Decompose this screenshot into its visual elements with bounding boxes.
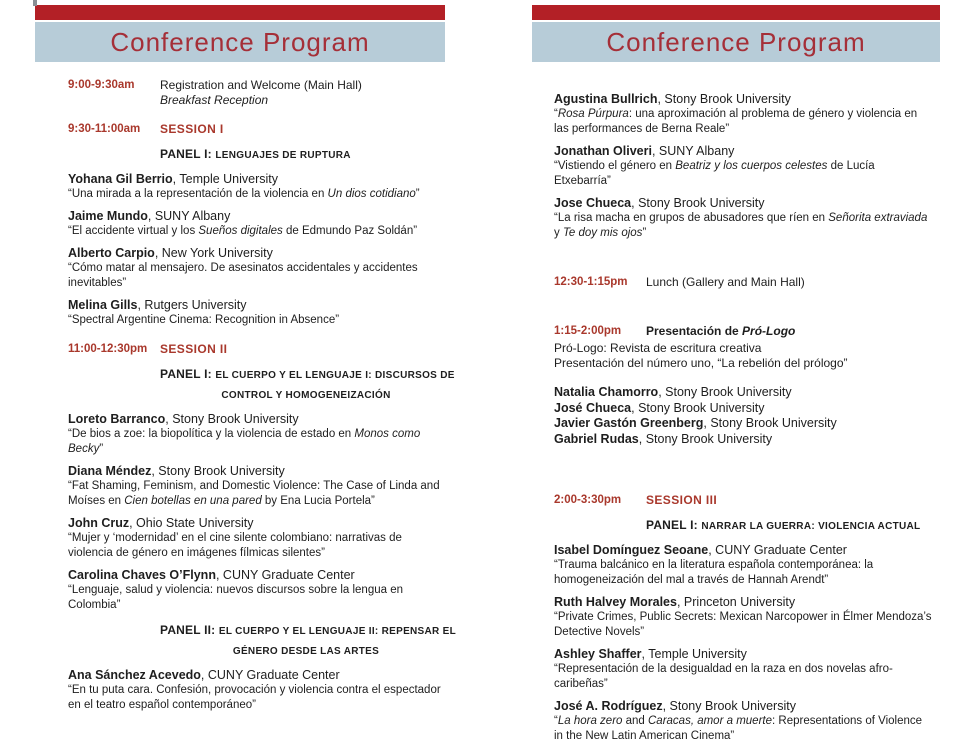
presenter-name: José Chueca xyxy=(554,400,632,415)
text-segment: and xyxy=(622,715,648,727)
speaker-line xyxy=(554,595,933,610)
panel-heading xyxy=(646,516,938,536)
text-segment: Señorita extraviada xyxy=(828,212,928,224)
speaker-affiliation: , New York University xyxy=(154,246,273,260)
talk-title xyxy=(554,159,933,189)
schedule-row xyxy=(68,78,447,108)
speaker-line xyxy=(68,298,447,313)
time-label: 2:00-3:30pm xyxy=(554,494,622,506)
speaker-line xyxy=(68,568,447,583)
schedule-row xyxy=(554,275,933,290)
text-segment: “Vistiendo el género en xyxy=(554,160,676,172)
event-text xyxy=(160,78,447,93)
text-segment: La hora zero xyxy=(557,715,623,727)
event-details xyxy=(646,275,933,290)
text-segment: Pró-Logo xyxy=(742,324,796,338)
program-page-1 xyxy=(0,0,489,711)
speaker-line xyxy=(68,209,447,224)
panel-heading-line xyxy=(160,385,452,405)
header-band xyxy=(532,22,940,62)
panel-title: NARRAR LA GUERRA: VIOLENCIA ACTUAL xyxy=(701,521,921,532)
speaker-affiliation: , Temple University xyxy=(641,647,747,661)
speaker-affiliation: , Temple University xyxy=(172,172,279,186)
speaker-affiliation: , CUNY Graduate Center xyxy=(708,543,847,557)
speaker-affiliation: , Ohio State University xyxy=(129,516,254,530)
speaker-name: Agustina Bullrich xyxy=(554,92,658,106)
time-label: 9:30-11:00am xyxy=(68,123,141,135)
text-segment: “Cómo matar al mensajero. De asesinatos accidentales y accidentes inevitables” xyxy=(68,262,418,289)
panel-heading xyxy=(160,145,452,165)
text-segment: “Trauma balcánico en la literatura española contemporánea: la homogeneización del mal a través de Hannah Arendt” xyxy=(554,559,874,586)
note-line xyxy=(554,341,933,356)
talk-title xyxy=(554,662,933,692)
talk-title xyxy=(68,187,447,202)
text-segment: Registration and Welcome (Main Hall) xyxy=(160,78,362,92)
speaker-name: Ashley Shaffer xyxy=(554,647,642,661)
presenter-affiliation: , Stony Brook University xyxy=(638,431,773,446)
panel-label: PANEL II: xyxy=(160,623,219,637)
presenter-name: Javier Gastón Greenberg xyxy=(554,416,704,430)
text-segment: Caracas, amor a muerte xyxy=(648,715,772,727)
text-segment: Presentación de xyxy=(646,324,743,338)
talk-title xyxy=(68,683,447,713)
talk-title xyxy=(68,261,447,291)
presenter-affiliation: , Stony Brook University xyxy=(631,400,765,415)
panel-label: PANEL I: xyxy=(160,147,216,161)
speaker-line xyxy=(68,246,447,261)
speaker-affiliation: , CUNY Graduate Center xyxy=(200,668,340,682)
text-segment: Te doy mis ojos xyxy=(562,227,643,239)
panel-heading xyxy=(160,365,455,405)
event-text xyxy=(160,93,447,108)
speaker-affiliation: , Rutgers University xyxy=(137,298,247,312)
header-band xyxy=(35,22,445,62)
text-segment: Monos como Becky xyxy=(68,428,421,455)
speaker-line xyxy=(68,172,447,187)
text-segment: Sueños digitales xyxy=(198,225,283,237)
panel-heading-line xyxy=(160,145,452,165)
session-row xyxy=(68,122,447,137)
speaker-line xyxy=(68,412,447,427)
speaker-name: Jaime Mundo xyxy=(68,209,148,223)
panel-heading-line xyxy=(160,621,457,641)
presenter-line xyxy=(554,401,933,417)
speaker-entry xyxy=(68,246,447,291)
text-segment: Beatriz y los cuerpos celestes xyxy=(675,160,828,172)
speaker-entry xyxy=(68,516,447,561)
session-label: SESSION II xyxy=(160,342,228,356)
talk-title xyxy=(68,479,447,509)
time-label: 1:15-2:00pm xyxy=(554,325,622,337)
session-label: SESSION III xyxy=(646,493,718,507)
speaker-entry xyxy=(68,568,447,613)
spacer xyxy=(554,241,933,257)
speaker-entry xyxy=(68,298,447,328)
spacer xyxy=(554,290,933,306)
speaker-entry xyxy=(68,412,447,457)
text-segment: “Representación de la desigualdad en la raza en dos novelas afro-caribeñas” xyxy=(554,663,893,690)
session-label: SESSION I xyxy=(160,122,224,136)
speaker-affiliation: , SUNY Albany xyxy=(147,209,231,223)
event-details xyxy=(646,324,933,339)
speaker-name: Alberto Carpio xyxy=(68,246,155,260)
presenter-line xyxy=(554,385,933,401)
corner-mark xyxy=(33,0,37,6)
page-title: Conference Program xyxy=(110,27,370,57)
top-red-bar xyxy=(532,5,940,20)
speaker-line xyxy=(68,464,447,479)
presenters-list xyxy=(554,385,933,447)
speaker-name: Carolina Chaves O’Flynn xyxy=(68,568,216,582)
speaker-affiliation: , Stony Brook University xyxy=(662,699,796,713)
talk-title xyxy=(554,714,933,744)
speaker-name: Jose Chueca xyxy=(554,196,632,210)
speaker-entry xyxy=(68,172,447,202)
panel-heading-line xyxy=(646,516,938,536)
speaker-affiliation: , Stony Brook University xyxy=(165,412,299,426)
presenter-line xyxy=(554,416,933,432)
top-red-bar xyxy=(35,5,445,20)
text-segment: “Mujer y ‘modernidad’ en el cine silente colombiano: narrativas de violencia de género en imágenes fílmicas silentes” xyxy=(68,532,402,559)
event-details xyxy=(160,78,447,108)
text-segment: “La risa macha en grupos de abusadores que ríen en xyxy=(554,212,829,224)
spacer xyxy=(554,463,933,479)
text-segment: de Edmundo Paz Soldán” xyxy=(282,225,418,237)
speaker-entry xyxy=(554,144,933,189)
speaker-entry xyxy=(68,464,447,509)
text-segment: “Fat Shaming, Feminism, and Domestic Violence: The Case of Linda and Moíses en xyxy=(68,480,440,507)
session-cell xyxy=(160,342,447,357)
text-segment: “ xyxy=(554,715,558,727)
speaker-entry xyxy=(554,595,933,640)
speaker-line xyxy=(68,668,447,683)
text-segment: Cien botellas en una pared xyxy=(124,495,262,507)
speaker-affiliation: , Stony Brook University xyxy=(631,196,765,210)
panel-title: CONTROL Y HOMOGENEIZACIÓN xyxy=(221,390,391,401)
speaker-entry xyxy=(554,543,933,588)
speaker-name: Ruth Halvey Morales xyxy=(554,595,677,609)
talk-title xyxy=(68,531,447,561)
text-segment: ” xyxy=(99,443,104,455)
presenter-name: Natalia Chamorro xyxy=(554,385,659,399)
panel-title: EL CUERPO Y EL LENGUAJE I: DISCURSOS DE xyxy=(215,370,455,381)
note-line xyxy=(554,356,933,371)
schedule-blocks xyxy=(68,78,457,713)
speaker-entry xyxy=(554,92,933,137)
speaker-name: John Cruz xyxy=(68,516,130,530)
text-segment: ” xyxy=(642,227,647,239)
speaker-line xyxy=(554,543,933,558)
text-segment: Breakfast Reception xyxy=(160,93,269,107)
schedule-row xyxy=(554,324,933,339)
speaker-name: Diana Méndez xyxy=(68,464,152,478)
panel-title: GÉNERO DESDE LAS ARTES xyxy=(232,646,380,657)
talk-title xyxy=(68,224,447,239)
speaker-entry xyxy=(68,209,447,239)
text-segment: ” xyxy=(415,188,420,200)
text-segment: : una aproximación al problema de género y violencia en las performances de Berna Reale” xyxy=(554,108,918,135)
text-segment: by Ena Lucia Portela” xyxy=(261,495,375,507)
presenter-name: Gabriel Rudas xyxy=(554,431,639,446)
note-text xyxy=(554,341,933,371)
text-segment: “Lenguaje, salud y violencia: nuevos discursos sobre la lengua en Colombia” xyxy=(68,584,403,611)
text-segment: “De bios a zoe: la biopolítica y la violencia de estado en xyxy=(68,428,355,440)
session-row xyxy=(68,342,447,357)
time-label: 9:00-9:30am xyxy=(68,79,135,91)
spacer xyxy=(554,447,933,463)
page-title: Conference Program xyxy=(606,27,866,57)
speaker-line xyxy=(554,92,933,107)
text-segment: “ xyxy=(554,108,558,120)
panel-heading-line xyxy=(160,365,455,385)
speaker-line xyxy=(68,516,447,531)
text-segment: de Lucía Etxebarría” xyxy=(554,160,875,187)
talk-title xyxy=(68,583,447,613)
speaker-name: Jonathan Oliveri xyxy=(554,144,652,158)
text-segment: “Una mirada a la representación de la violencia en xyxy=(68,188,328,200)
panel-title: EL CUERPO Y EL LENGUAJE II: REPENSAR EL xyxy=(218,626,457,637)
session-cell xyxy=(646,493,933,508)
speaker-affiliation: , SUNY Albany xyxy=(651,144,735,158)
time-label: 11:00-12:30pm xyxy=(68,343,148,355)
presenter-affiliation: , Stony Brook University xyxy=(658,385,792,399)
talk-title xyxy=(554,211,933,241)
event-text xyxy=(646,275,933,290)
speaker-entry xyxy=(68,668,447,713)
speaker-affiliation: , Stony Brook University xyxy=(151,464,285,478)
speaker-line xyxy=(554,647,933,662)
text-segment: “Spectral Argentine Cinema: Recognition in Absence” xyxy=(68,314,340,326)
speaker-affiliation: , CUNY Graduate Center xyxy=(215,568,355,582)
program-page-2 xyxy=(489,0,978,742)
speaker-line xyxy=(554,699,933,714)
panel-title: LENGUAJES DE RUPTURA xyxy=(215,150,351,161)
text-segment: “El accidente virtual y los xyxy=(68,225,199,237)
speaker-line xyxy=(554,196,933,211)
text-segment: Presentación del número uno, “La rebelión del prólogo” xyxy=(554,356,848,370)
text-segment: Un dios cotidiano xyxy=(327,188,416,200)
text-segment: y xyxy=(554,227,563,239)
speaker-affiliation: , Princeton University xyxy=(676,595,796,609)
speaker-name: Loreto Barranco xyxy=(68,412,166,426)
speaker-name: José A. Rodríguez xyxy=(554,699,663,713)
talk-title xyxy=(554,558,933,588)
talk-title xyxy=(68,313,447,328)
talk-title xyxy=(554,610,933,640)
text-segment: : Representations of Violence in the New Latin American Cinema” xyxy=(554,715,923,742)
speaker-name: Ana Sánchez Acevedo xyxy=(68,668,201,682)
event-text xyxy=(646,324,933,339)
talk-title xyxy=(554,107,933,137)
schedule-content xyxy=(489,62,936,744)
speaker-name: Isabel Domínguez Seoane xyxy=(554,543,709,557)
session-cell xyxy=(160,122,447,137)
speaker-entry xyxy=(554,196,933,241)
speaker-affiliation: , Stony Brook University xyxy=(657,92,791,106)
time-label: 12:30-1:15pm xyxy=(554,276,628,288)
text-segment: Lunch (Gallery and Main Hall) xyxy=(646,275,805,289)
talk-title xyxy=(68,427,447,457)
speaker-entry xyxy=(554,699,933,744)
presenter-affiliation: , Stony Brook University xyxy=(703,416,837,430)
schedule-content xyxy=(0,62,457,713)
text-segment: Rosa Púrpura xyxy=(557,108,629,120)
panel-label: PANEL I: xyxy=(646,518,702,532)
text-segment: Pró-Logo: Revista de escritura creativa xyxy=(554,341,762,355)
speaker-line xyxy=(554,144,933,159)
speaker-name: Melina Gills xyxy=(68,298,138,312)
panel-heading-line xyxy=(160,641,452,661)
panel-label: PANEL I: xyxy=(160,367,216,381)
presenter-line xyxy=(554,432,933,448)
session-row xyxy=(554,493,933,508)
text-segment: “En tu puta cara. Confesión, provocación y violencia contra el espectador en el teatro español contemporáneo” xyxy=(68,684,441,711)
text-segment: “Private Crimes, Public Secrets: Mexican Narcopower in Élmer Mendoza’s Detective Novels” xyxy=(554,611,932,638)
speaker-entry xyxy=(554,647,933,692)
schedule-blocks xyxy=(554,92,933,744)
panel-heading xyxy=(160,621,457,661)
speaker-name: Yohana Gil Berrio xyxy=(68,172,173,186)
